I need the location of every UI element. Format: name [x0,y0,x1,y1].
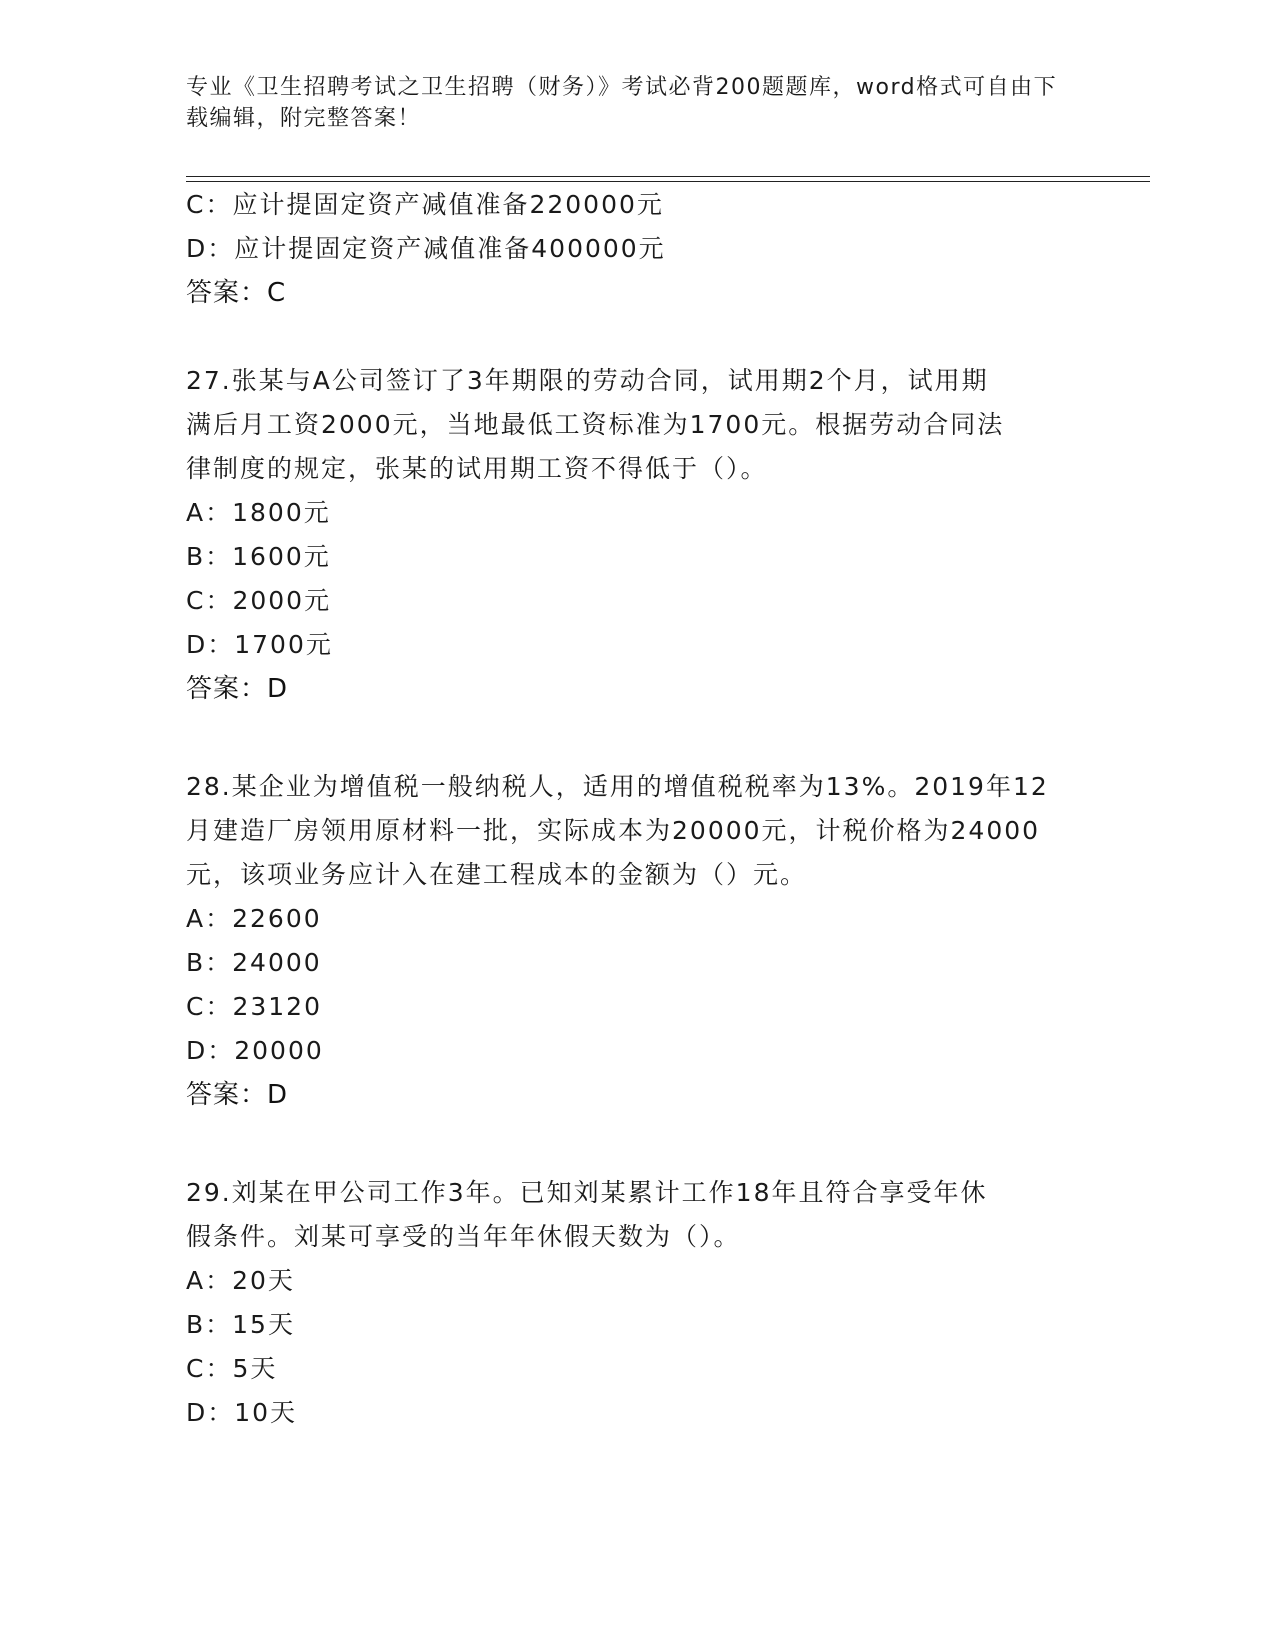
question-28-option-a: A：22600 [186,904,322,933]
header-rule-top [186,176,1150,177]
question-29-text-line: 假条件。刘某可享受的当年年休假天数为（）。 [186,1222,741,1251]
header-rule-bottom [186,181,1150,182]
answer-line: 答案：C [186,278,287,308]
question-29-option-d: D：10天 [186,1398,298,1427]
question-27-text-line: 27.张某与A公司签订了3年期限的劳动合同，试用期2个月，试用期 [186,366,989,395]
question-28-text-line: 月建造厂房领用原材料一批，实际成本为20000元，计税价格为24000 [186,816,1041,845]
question-28-text-line: 元，该项业务应计入在建工程成本的金额为（）元。 [186,860,808,889]
question-28-option-c: C：23120 [186,992,322,1021]
question-29-option-b: B：15天 [186,1310,295,1339]
question-28-text-line: 28.某企业为增值税一般纳税人，适用的增值税税率为13%。2019年12 [186,772,1049,801]
question-27-option-d: D：1700元 [186,630,333,659]
question-27-text-line: 律制度的规定，张某的试用期工资不得低于（）。 [186,454,768,483]
question-29-option-c: C：5天 [186,1354,278,1383]
question-27-option-a: A：1800元 [186,498,331,527]
option-c: C：应计提固定资产减值准备220000元 [186,190,664,219]
document-header: 专业《卫生招聘考试之卫生招聘（财务）》考试必背200题题库，word格式可自由下载编辑，附完整答案！ [186,75,1058,131]
question-27-option-b: B：1600元 [186,542,331,571]
option-d: D：应计提固定资产减值准备400000元 [186,234,666,263]
question-28-answer: 答案：D [186,1080,289,1110]
question-28-option-b: B：24000 [186,948,322,977]
question-27-answer: 答案：D [186,674,289,704]
question-28-option-d: D：20000 [186,1036,324,1065]
question-27-option-c: C：2000元 [186,586,332,615]
question-29-text-line: 29.刘某在甲公司工作3年。已知刘某累计工作18年且符合享受年休 [186,1178,988,1207]
question-29-option-a: A：20天 [186,1266,295,1295]
question-27-text-line: 满后月工资2000元，当地最低工资标准为1700元。根据劳动合同法 [186,410,1005,439]
